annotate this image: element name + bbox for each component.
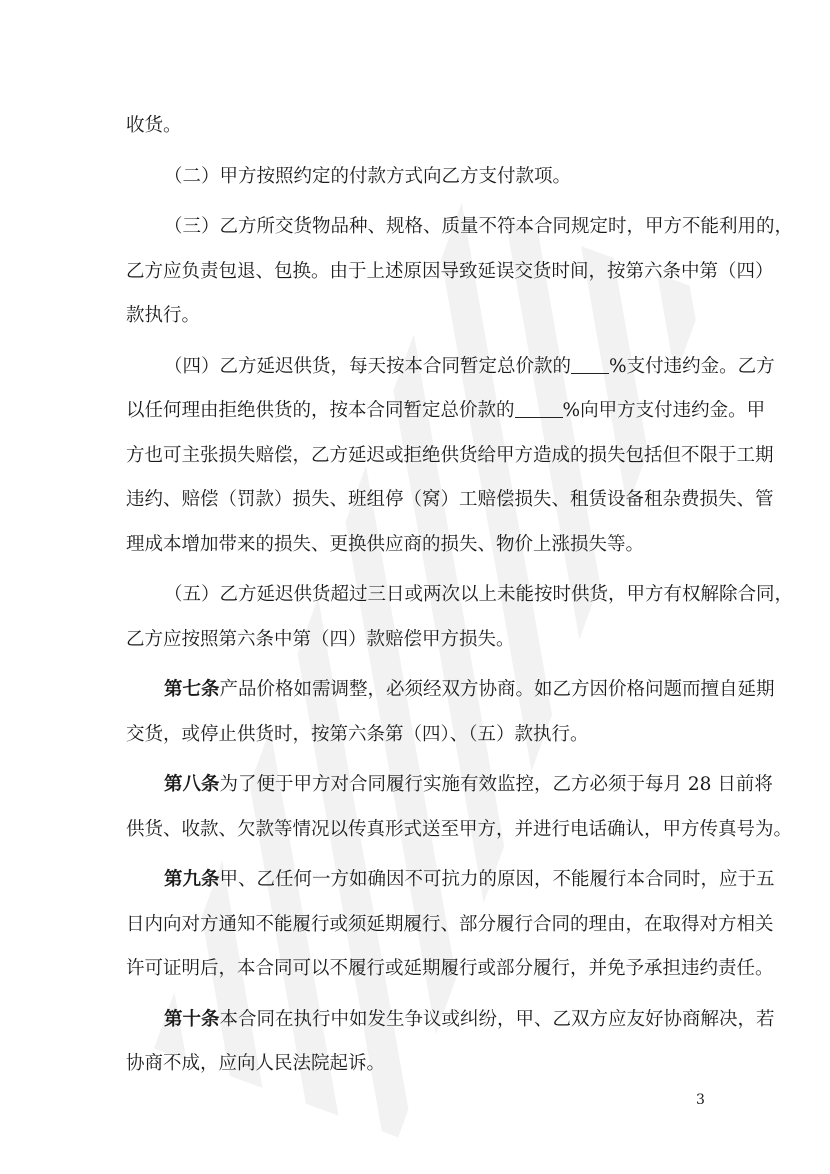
text-run: （四）乙方延迟供货，每天按本合同暂定总价款的 [164,355,572,377]
text-run: 甲、乙任何一方如确因不可抗力的原因，不能履行本合同时，应于五 [219,869,775,890]
article-heading: 第九条 [164,869,220,890]
text-run: 产品价格如需调整，必须经双方协商。如乙方因价格问题而擅自延期 [219,679,775,700]
article-heading: 第八条 [164,774,220,795]
text-line: 收货。 [126,115,182,136]
paragraph-clause-3 [126,205,794,339]
paragraph-clause-5 [126,573,794,662]
blank-field-refusal-penalty [515,397,563,418]
document-page [126,104,794,1093]
text-line: 方也可主张损失赔偿，乙方延迟或拒绝供货给甲方造成的损失包括但不限于工期 [126,444,774,466]
text-line: （五）乙方延迟供货超过三日或两次以上未能按时供货，甲方有权解除合同， [164,584,794,605]
text-line [126,345,775,390]
text-line: 款执行。 [126,305,201,326]
text-line: 供货、收款、欠款等情况以传真形式送至甲方，并进行电话确认，甲方传真号为。 [126,818,793,840]
paragraph-article-7 [126,668,775,757]
text-line: （二）甲方按照约定的付款方式向乙方支付款项。 [164,165,572,187]
page-number: 3 [696,1092,705,1108]
text-line: 违约、赔偿（罚款）损失、班组停（窝）工赔偿损失、租赁设备租杂费损失、管 [126,489,774,510]
text-run: 本合同在执行中如发生争议或纠纷，甲、乙双方应友好协商解决，若 [219,1008,775,1030]
text-line: 交货，或停止供货时，按第六条第（四）、（五）款执行。 [126,723,589,745]
text-line: 日内向对方通知不能履行或须延期履行、部分履行合同的理由，在取得对方相关 [126,913,774,935]
text-line: 乙方应按照第六条中第（四）款赔偿甲方损失。 [126,628,515,650]
paragraph-article-8 [126,763,793,852]
article-heading: 第十条 [164,1008,220,1030]
paragraph-article-10 [126,998,775,1087]
text-run: 为了便于甲方对合同履行实施有效监控，乙方必须于每月 28 日前将 [219,774,773,795]
blank-field-daily-penalty [571,353,609,374]
text-line: 理成本增加带来的损失、更换供应商的损失、物价上涨损失等。 [126,533,645,555]
text-line [126,858,775,903]
text-line: （三）乙方所交货物品种、规格、质量不符本合同规定时，甲方不能利用的， [164,216,794,237]
text-line: 协商不成，应向人民法院起诉。 [126,1053,386,1074]
paragraph-article-9 [126,858,775,992]
paragraph-continuation [126,104,709,149]
text-run: %支付违约金。乙方 [609,355,775,377]
article-heading: 第七条 [164,679,220,700]
text-line [126,668,775,713]
text-line [126,763,773,808]
paragraph-clause-4 [126,345,775,568]
text-line [126,389,766,434]
text-line: 许可证明后，本合同可以不履行或延期履行或部分履行，并免予承担违约责任。 [126,958,774,979]
text-run: %向甲方支付违约金。甲 [562,400,766,421]
text-line [126,998,775,1043]
text-run: 以任何理由拒绝供货的，按本合同暂定总价款的 [126,400,515,421]
paragraph-clause-2 [126,155,709,200]
text-line: 乙方应负责包退、包换。由于上述原因导致延误交货时间，按第六条中第（四） [126,260,774,282]
